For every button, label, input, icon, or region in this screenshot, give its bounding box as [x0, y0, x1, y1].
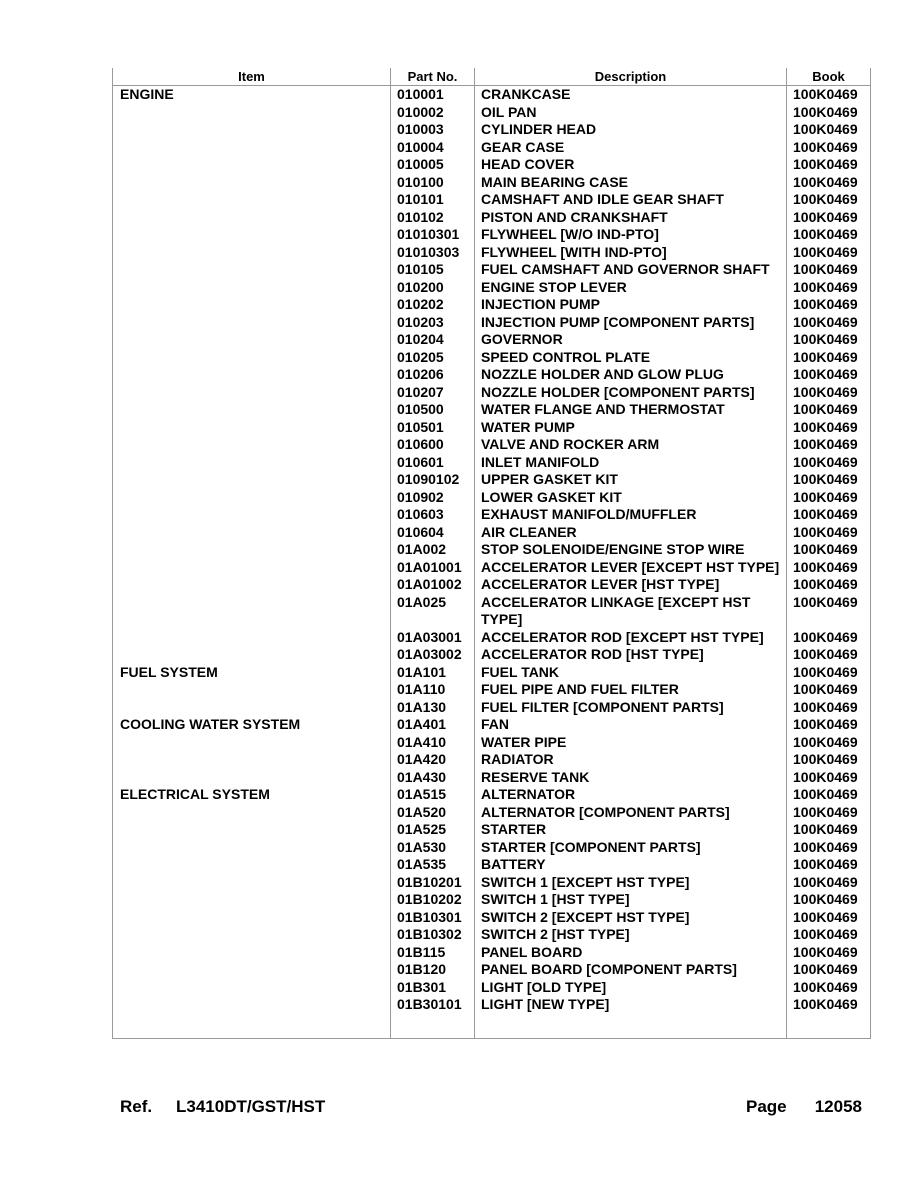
book-cell: 100K0469: [787, 664, 871, 682]
ref-label: Ref.: [120, 1097, 153, 1116]
book-cell: 100K0469: [787, 944, 871, 962]
table-spacer-row: [113, 1014, 871, 1039]
part-number-cell: 010202: [391, 296, 475, 314]
table-row: [113, 314, 871, 332]
item-cell: COOLING WATER SYSTEM: [113, 716, 391, 734]
book-cell: 100K0469: [787, 961, 871, 979]
item-cell: [113, 874, 391, 892]
description-cell: WATER PIPE: [475, 734, 787, 752]
part-number-cell: 010001: [391, 86, 475, 104]
table-row: [113, 594, 871, 629]
book-cell: 100K0469: [787, 681, 871, 699]
description-cell: CYLINDER HEAD: [475, 121, 787, 139]
item-cell: [113, 734, 391, 752]
table-row: [113, 524, 871, 542]
part-number-cell: 010206: [391, 366, 475, 384]
item-cell: [113, 471, 391, 489]
item-cell: [113, 524, 391, 542]
table-row: [113, 909, 871, 927]
table-row: [113, 296, 871, 314]
spacer-cell: [787, 1014, 871, 1039]
book-cell: 100K0469: [787, 174, 871, 192]
book-cell: 100K0469: [787, 401, 871, 419]
part-number-cell: 010105: [391, 261, 475, 279]
book-cell: 100K0469: [787, 699, 871, 717]
book-cell: 100K0469: [787, 226, 871, 244]
part-number-cell: 010005: [391, 156, 475, 174]
spacer-cell: [391, 1014, 475, 1039]
table-row: [113, 489, 871, 507]
book-cell: 100K0469: [787, 576, 871, 594]
table-row: [113, 331, 871, 349]
book-cell: 100K0469: [787, 839, 871, 857]
part-number-cell: 010003: [391, 121, 475, 139]
part-number-cell: 01A130: [391, 699, 475, 717]
book-cell: 100K0469: [787, 261, 871, 279]
description-cell: ACCELERATOR ROD [HST TYPE]: [475, 646, 787, 664]
item-cell: [113, 436, 391, 454]
book-cell: 100K0469: [787, 751, 871, 769]
description-cell: VALVE AND ROCKER ARM: [475, 436, 787, 454]
table-row: [113, 716, 871, 734]
item-cell: [113, 401, 391, 419]
part-number-cell: 01A520: [391, 804, 475, 822]
book-cell: 100K0469: [787, 979, 871, 997]
parts-table: [112, 68, 871, 1039]
description-cell: LIGHT [OLD TYPE]: [475, 979, 787, 997]
book-cell: 100K0469: [787, 716, 871, 734]
table-row: [113, 156, 871, 174]
book-cell: 100K0469: [787, 769, 871, 787]
book-cell: 100K0469: [787, 419, 871, 437]
description-cell: NOZZLE HOLDER [COMPONENT PARTS]: [475, 384, 787, 402]
description-cell: FUEL TANK: [475, 664, 787, 682]
part-number-cell: 01010303: [391, 244, 475, 262]
table-row: [113, 401, 871, 419]
table-row: [113, 384, 871, 402]
item-cell: [113, 419, 391, 437]
table-row: [113, 139, 871, 157]
part-number-cell: 010601: [391, 454, 475, 472]
description-cell: RADIATOR: [475, 751, 787, 769]
item-cell: [113, 156, 391, 174]
part-number-cell: 01B10302: [391, 926, 475, 944]
description-cell: ALTERNATOR: [475, 786, 787, 804]
header-part-no: Part No.: [391, 68, 475, 86]
description-cell: FLYWHEEL [W/O IND-PTO]: [475, 226, 787, 244]
description-cell: HEAD COVER: [475, 156, 787, 174]
part-number-cell: 01B120: [391, 961, 475, 979]
description-cell: ENGINE STOP LEVER: [475, 279, 787, 297]
item-cell: [113, 979, 391, 997]
part-number-cell: 01A03001: [391, 629, 475, 647]
description-cell: FUEL PIPE AND FUEL FILTER: [475, 681, 787, 699]
part-number-cell: 01B10201: [391, 874, 475, 892]
description-cell: AIR CLEANER: [475, 524, 787, 542]
item-cell: [113, 891, 391, 909]
description-cell: EXHAUST MANIFOLD/MUFFLER: [475, 506, 787, 524]
table-row: [113, 681, 871, 699]
part-number-cell: 010603: [391, 506, 475, 524]
table-row: [113, 944, 871, 962]
page-number: 12058: [814, 1097, 862, 1116]
part-number-cell: 01B301: [391, 979, 475, 997]
description-cell: STARTER [COMPONENT PARTS]: [475, 839, 787, 857]
table-row: [113, 839, 871, 857]
item-cell: [113, 174, 391, 192]
description-cell: PISTON AND CRANKSHAFT: [475, 209, 787, 227]
table-row: [113, 209, 871, 227]
page-label: Page: [746, 1097, 787, 1116]
description-cell: RESERVE TANK: [475, 769, 787, 787]
description-cell: UPPER GASKET KIT: [475, 471, 787, 489]
item-cell: ELECTRICAL SYSTEM: [113, 786, 391, 804]
item-cell: [113, 646, 391, 664]
part-number-cell: 01A025: [391, 594, 475, 629]
table-row: [113, 821, 871, 839]
description-cell: INJECTION PUMP [COMPONENT PARTS]: [475, 314, 787, 332]
book-cell: 100K0469: [787, 104, 871, 122]
description-cell: MAIN BEARING CASE: [475, 174, 787, 192]
table-row: [113, 419, 871, 437]
description-cell: FUEL CAMSHAFT AND GOVERNOR SHAFT: [475, 261, 787, 279]
item-cell: [113, 279, 391, 297]
book-cell: 100K0469: [787, 191, 871, 209]
table-row: [113, 874, 871, 892]
item-cell: [113, 261, 391, 279]
item-cell: [113, 629, 391, 647]
item-cell: [113, 751, 391, 769]
part-number-cell: 010500: [391, 401, 475, 419]
part-number-cell: 010102: [391, 209, 475, 227]
item-cell: [113, 191, 391, 209]
description-cell: OIL PAN: [475, 104, 787, 122]
item-cell: [113, 314, 391, 332]
item-cell: [113, 331, 391, 349]
table-row: [113, 226, 871, 244]
book-cell: 100K0469: [787, 629, 871, 647]
header-book: Book: [787, 68, 871, 86]
book-cell: 100K0469: [787, 874, 871, 892]
book-cell: 100K0469: [787, 314, 871, 332]
part-number-cell: 010205: [391, 349, 475, 367]
part-number-cell: 010604: [391, 524, 475, 542]
item-cell: [113, 384, 391, 402]
table-row: [113, 436, 871, 454]
part-number-cell: 01010301: [391, 226, 475, 244]
description-cell: SPEED CONTROL PLATE: [475, 349, 787, 367]
item-cell: [113, 839, 391, 857]
table-row: [113, 804, 871, 822]
table-row: [113, 279, 871, 297]
book-cell: 100K0469: [787, 156, 871, 174]
part-number-cell: 01A110: [391, 681, 475, 699]
book-cell: 100K0469: [787, 594, 871, 629]
table-row: [113, 261, 871, 279]
item-cell: [113, 681, 391, 699]
description-cell: PANEL BOARD [COMPONENT PARTS]: [475, 961, 787, 979]
item-cell: [113, 541, 391, 559]
part-number-cell: 01A01002: [391, 576, 475, 594]
table-row: [113, 121, 871, 139]
item-cell: [113, 244, 391, 262]
part-number-cell: 010902: [391, 489, 475, 507]
book-cell: 100K0469: [787, 524, 871, 542]
part-number-cell: 010100: [391, 174, 475, 192]
book-cell: 100K0469: [787, 541, 871, 559]
description-cell: SWITCH 1 [HST TYPE]: [475, 891, 787, 909]
table-row: [113, 86, 871, 104]
table-row: [113, 979, 871, 997]
spacer-cell: [113, 1014, 391, 1039]
book-cell: 100K0469: [787, 296, 871, 314]
description-cell: LIGHT [NEW TYPE]: [475, 996, 787, 1014]
description-cell: WATER FLANGE AND THERMOSTAT: [475, 401, 787, 419]
description-cell: PANEL BOARD: [475, 944, 787, 962]
description-cell: ACCELERATOR LEVER [EXCEPT HST TYPE]: [475, 559, 787, 577]
book-cell: 100K0469: [787, 821, 871, 839]
part-number-cell: 010203: [391, 314, 475, 332]
part-number-cell: 010004: [391, 139, 475, 157]
item-cell: [113, 296, 391, 314]
book-cell: 100K0469: [787, 454, 871, 472]
description-cell: ACCELERATOR ROD [EXCEPT HST TYPE]: [475, 629, 787, 647]
table-row: [113, 664, 871, 682]
table-row: [113, 454, 871, 472]
part-number-cell: 01A515: [391, 786, 475, 804]
item-cell: [113, 699, 391, 717]
table-row: [113, 104, 871, 122]
book-cell: 100K0469: [787, 436, 871, 454]
description-cell: BATTERY: [475, 856, 787, 874]
item-cell: [113, 454, 391, 472]
item-cell: [113, 366, 391, 384]
description-cell: ALTERNATOR [COMPONENT PARTS]: [475, 804, 787, 822]
table-row: [113, 699, 871, 717]
description-cell: FLYWHEEL [WITH IND-PTO]: [475, 244, 787, 262]
item-cell: [113, 576, 391, 594]
book-cell: 100K0469: [787, 559, 871, 577]
description-cell: FAN: [475, 716, 787, 734]
description-cell: INLET MANIFOLD: [475, 454, 787, 472]
item-cell: [113, 559, 391, 577]
description-cell: ACCELERATOR LEVER [HST TYPE]: [475, 576, 787, 594]
table-row: [113, 629, 871, 647]
description-cell: GEAR CASE: [475, 139, 787, 157]
table-row: [113, 244, 871, 262]
part-number-cell: 010002: [391, 104, 475, 122]
part-number-cell: 010204: [391, 331, 475, 349]
item-cell: FUEL SYSTEM: [113, 664, 391, 682]
table-row: [113, 191, 871, 209]
part-number-cell: 01A420: [391, 751, 475, 769]
item-cell: [113, 821, 391, 839]
item-cell: [113, 506, 391, 524]
table-row: [113, 996, 871, 1014]
table-row: [113, 366, 871, 384]
table-row: [113, 734, 871, 752]
item-cell: [113, 139, 391, 157]
table-body: [113, 86, 871, 1039]
table-row: [113, 786, 871, 804]
spacer-cell: [475, 1014, 787, 1039]
book-cell: 100K0469: [787, 646, 871, 664]
book-cell: 100K0469: [787, 926, 871, 944]
table-row: [113, 751, 871, 769]
description-cell: NOZZLE HOLDER AND GLOW PLUG: [475, 366, 787, 384]
part-number-cell: 010207: [391, 384, 475, 402]
description-cell: INJECTION PUMP: [475, 296, 787, 314]
item-cell: [113, 489, 391, 507]
table-row: [113, 576, 871, 594]
part-number-cell: 01B10301: [391, 909, 475, 927]
description-cell: LOWER GASKET KIT: [475, 489, 787, 507]
description-cell: STOP SOLENOIDE/ENGINE STOP WIRE: [475, 541, 787, 559]
table-row: [113, 926, 871, 944]
part-number-cell: 01A101: [391, 664, 475, 682]
item-cell: [113, 996, 391, 1014]
description-cell: WATER PUMP: [475, 419, 787, 437]
table-row: [113, 174, 871, 192]
item-cell: [113, 926, 391, 944]
book-cell: 100K0469: [787, 121, 871, 139]
item-cell: [113, 909, 391, 927]
page-footer: [120, 1097, 862, 1119]
header-description: Description: [475, 68, 787, 86]
book-cell: 100K0469: [787, 244, 871, 262]
book-cell: 100K0469: [787, 996, 871, 1014]
table-row: [113, 891, 871, 909]
part-number-cell: 010101: [391, 191, 475, 209]
table-header: [113, 68, 871, 86]
book-cell: 100K0469: [787, 891, 871, 909]
description-cell: CRANKCASE: [475, 86, 787, 104]
book-cell: 100K0469: [787, 909, 871, 927]
part-number-cell: 010200: [391, 279, 475, 297]
book-cell: 100K0469: [787, 804, 871, 822]
book-cell: 100K0469: [787, 331, 871, 349]
book-cell: 100K0469: [787, 279, 871, 297]
book-cell: 100K0469: [787, 209, 871, 227]
item-cell: [113, 226, 391, 244]
part-number-cell: 01A535: [391, 856, 475, 874]
item-cell: [113, 944, 391, 962]
description-cell: SWITCH 2 [EXCEPT HST TYPE]: [475, 909, 787, 927]
item-cell: [113, 349, 391, 367]
part-number-cell: 01A410: [391, 734, 475, 752]
description-cell: CAMSHAFT AND IDLE GEAR SHAFT: [475, 191, 787, 209]
item-cell: [113, 769, 391, 787]
book-cell: 100K0469: [787, 86, 871, 104]
part-number-cell: 01A430: [391, 769, 475, 787]
table-row: [113, 961, 871, 979]
part-number-cell: 01B10202: [391, 891, 475, 909]
item-cell: ENGINE: [113, 86, 391, 104]
part-number-cell: 01A401: [391, 716, 475, 734]
part-number-cell: 01A002: [391, 541, 475, 559]
book-cell: 100K0469: [787, 139, 871, 157]
part-number-cell: 01B115: [391, 944, 475, 962]
item-cell: [113, 594, 391, 629]
part-number-cell: 010600: [391, 436, 475, 454]
table-row: [113, 856, 871, 874]
part-number-cell: 01A03002: [391, 646, 475, 664]
part-number-cell: 01090102: [391, 471, 475, 489]
book-cell: 100K0469: [787, 734, 871, 752]
book-cell: 100K0469: [787, 366, 871, 384]
part-number-cell: 010501: [391, 419, 475, 437]
description-cell: FUEL FILTER [COMPONENT PARTS]: [475, 699, 787, 717]
table-row: [113, 471, 871, 489]
part-number-cell: 01A525: [391, 821, 475, 839]
item-cell: [113, 961, 391, 979]
part-number-cell: 01B30101: [391, 996, 475, 1014]
book-cell: 100K0469: [787, 349, 871, 367]
header-row: [113, 68, 871, 86]
book-cell: 100K0469: [787, 506, 871, 524]
part-number-cell: 01A530: [391, 839, 475, 857]
table-row: [113, 349, 871, 367]
book-cell: 100K0469: [787, 856, 871, 874]
description-cell: ACCELERATOR LINKAGE [EXCEPT HST TYPE]: [475, 594, 787, 629]
table-row: [113, 541, 871, 559]
item-cell: [113, 121, 391, 139]
item-cell: [113, 856, 391, 874]
header-item: Item: [113, 68, 391, 86]
book-cell: 100K0469: [787, 786, 871, 804]
description-cell: SWITCH 2 [HST TYPE]: [475, 926, 787, 944]
item-cell: [113, 209, 391, 227]
item-cell: [113, 804, 391, 822]
description-cell: GOVERNOR: [475, 331, 787, 349]
table-row: [113, 769, 871, 787]
table-row: [113, 506, 871, 524]
table-row: [113, 559, 871, 577]
item-cell: [113, 104, 391, 122]
ref-model: L3410DT/GST/HST: [176, 1097, 326, 1116]
book-cell: 100K0469: [787, 489, 871, 507]
part-number-cell: 01A01001: [391, 559, 475, 577]
description-cell: SWITCH 1 [EXCEPT HST TYPE]: [475, 874, 787, 892]
description-cell: STARTER: [475, 821, 787, 839]
table-row: [113, 646, 871, 664]
book-cell: 100K0469: [787, 384, 871, 402]
book-cell: 100K0469: [787, 471, 871, 489]
